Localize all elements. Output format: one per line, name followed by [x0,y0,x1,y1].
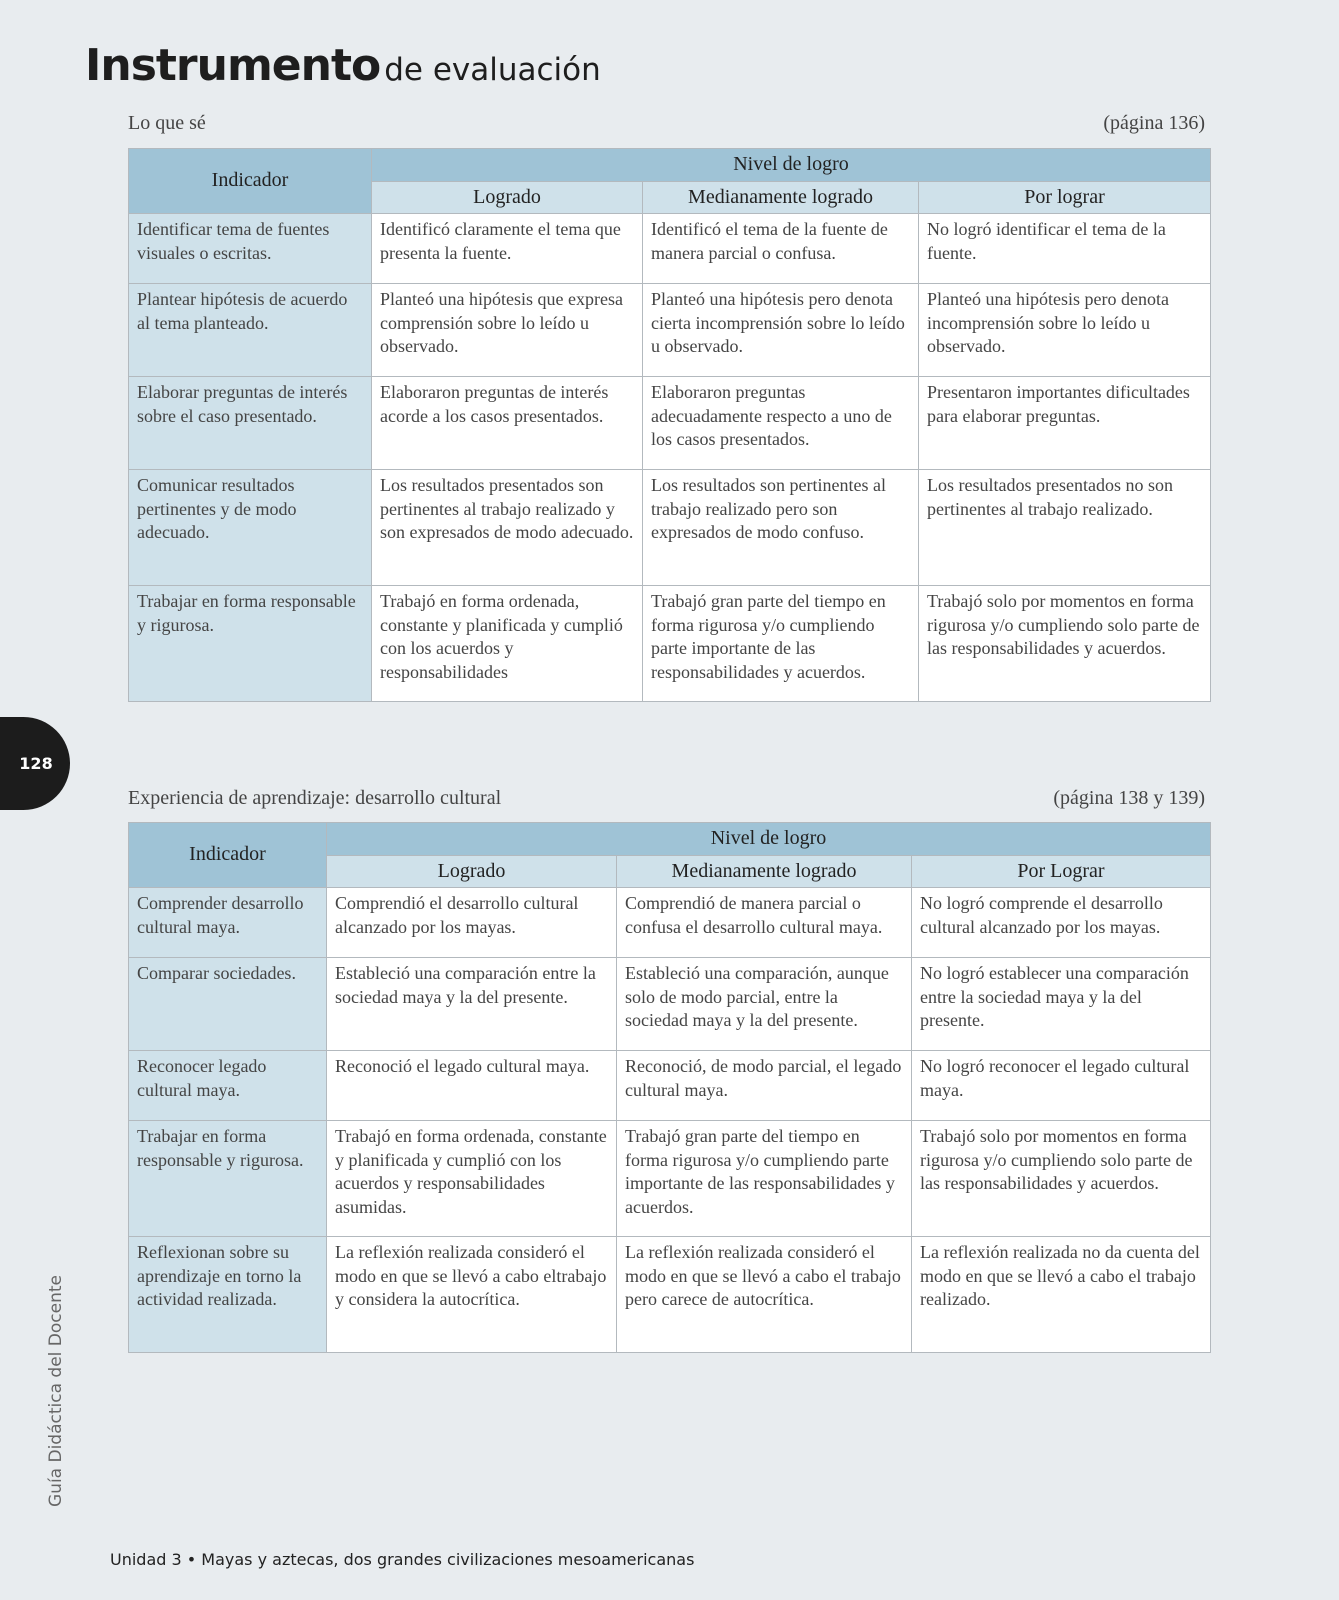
logrado-cell: Reconoció el legado cultural maya. [327,1051,617,1121]
medianamente-cell: Elaboraron preguntas adecuadamente respecto a uno de los casos presentados. [643,377,919,470]
section-title: Experiencia de aprendizaje: desarrollo cultural [128,787,502,809]
column-group-nivel-de-logro: Nivel de logro [372,149,1211,182]
rubric-table-lo-que-se [128,148,1211,702]
medianamente-cell: Trabajó gran parte del tiempo en forma rigurosa y/o cumpliendo parte importante de las responsabilidades y acuerdos. [643,586,919,702]
logrado-cell: Elaboraron preguntas de interés acorde a los casos presentados. [372,377,643,470]
medianamente-cell: Estableció una comparación, aunque solo de modo parcial, entre la sociedad maya y la del presente. [617,958,912,1051]
indicator-cell: Trabajar en forma responsable y rigurosa. [129,1121,327,1237]
column-header-indicator: Indicador [129,149,372,214]
logrado-cell: Trabajó en forma ordenada, constante y planificada y cumplió con los acuerdos y responsabilidades asumidas. [327,1121,617,1237]
medianamente-cell: La reflexión realizada consideró el modo en que se llevó a cabo el trabajo pero carece de autocrítica. [617,1237,912,1353]
column-header-medianamente-logrado: Medianamente logrado [643,182,919,214]
medianamente-cell: Trabajó gran parte del tiempo en forma rigurosa y/o cumpliendo parte importante de las responsabilidades y acuerdos. [617,1121,912,1237]
logrado-cell: La reflexión realizada consideró el modo en que se llevó a cabo eltrabajo y considera la autocrítica. [327,1237,617,1353]
section-title: Lo que sé [128,112,206,134]
table-row [129,214,1211,284]
page-title-bold: Instrumento [85,40,381,91]
por-lograr-cell: La reflexión realizada no da cuenta del modo en que se llevó a cabo el trabajo realizado. [912,1237,1211,1353]
table-header-row [129,823,1211,856]
page-title [85,40,601,91]
logrado-cell: Trabajó en forma ordenada, constante y planificada y cumplió con los acuerdos y responsabilidades [372,586,643,702]
por-lograr-cell: Trabajó solo por momentos en forma rigurosa y/o cumpliendo solo parte de las responsabilidades y acuerdos. [919,586,1211,702]
medianamente-cell: Identificó el tema de la fuente de manera parcial o confusa. [643,214,919,284]
column-group-nivel-de-logro: Nivel de logro [327,823,1211,856]
column-header-por-lograr: Por Lograr [912,856,1211,888]
por-lograr-cell: Trabajó solo por momentos en forma rigurosa y/o cumpliendo solo parte de las responsabilidades y acuerdos. [912,1121,1211,1237]
indicator-cell: Plantear hipótesis de acuerdo al tema planteado. [129,284,372,377]
column-header-logrado: Logrado [372,182,643,214]
column-header-indicator: Indicador [129,823,327,888]
logrado-cell: Planteó una hipótesis que expresa comprensión sobre lo leído u observado. [372,284,643,377]
medianamente-cell: Comprendió de manera parcial o confusa el desarrollo cultural maya. [617,888,912,958]
column-header-logrado: Logrado [327,856,617,888]
page-number: 128 [19,754,53,773]
logrado-cell: Identificó claramente el tema que presenta la fuente. [372,214,643,284]
page-number-tab [0,717,70,810]
por-lograr-cell: No logró reconocer el legado cultural maya. [912,1051,1211,1121]
logrado-cell: Los resultados presentados son pertinentes al trabajo realizado y son expresados de modo adecuado. [372,470,643,586]
por-lograr-cell: Presentaron importantes dificultades para elaborar preguntas. [919,377,1211,470]
por-lograr-cell: Planteó una hipótesis pero denota incomprensión sobre lo leído u observado. [919,284,1211,377]
column-header-medianamente-logrado: Medianamente logrado [617,856,912,888]
por-lograr-cell: No logró comprende el desarrollo cultural alcanzado por los mayas. [912,888,1211,958]
footer-unit-text: Unidad 3 • Mayas y aztecas, dos grandes civilizaciones mesoamericanas [110,1550,695,1569]
column-header-por-lograr: Por lograr [919,182,1211,214]
table-row [129,1237,1211,1353]
table-row [129,1121,1211,1237]
side-label-guia: Guía Didáctica del Docente [46,1275,66,1507]
por-lograr-cell: Los resultados presentados no son pertinentes al trabajo realizado. [919,470,1211,586]
table-row [129,377,1211,470]
page-reference: (página 138 y 139) [1053,787,1205,809]
indicator-cell: Comprender desarrollo cultural maya. [129,888,327,958]
logrado-cell: Estableció una comparación entre la sociedad maya y la del presente. [327,958,617,1051]
table-row [129,1051,1211,1121]
por-lograr-cell: No logró establecer una comparación entre la sociedad maya y la del presente. [912,958,1211,1051]
page-title-rest: de evaluación [384,52,601,88]
indicator-cell: Reflexionan sobre su aprendizaje en torno la actividad realizada. [129,1237,327,1353]
indicator-cell: Comparar sociedades. [129,958,327,1051]
por-lograr-cell: No logró identificar el tema de la fuente. [919,214,1211,284]
table-row [129,888,1211,958]
rubric-table-desarrollo-cultural [128,822,1211,1353]
medianamente-cell: Planteó una hipótesis pero denota cierta incomprensión sobre lo leído u observado. [643,284,919,377]
indicator-cell: Elaborar preguntas de interés sobre el caso presentado. [129,377,372,470]
table-row [129,470,1211,586]
table-row [129,958,1211,1051]
indicator-cell: Comunicar resultados pertinentes y de modo adecuado. [129,470,372,586]
indicator-cell: Reconocer legado cultural maya. [129,1051,327,1121]
indicator-cell: Identificar tema de fuentes visuales o escritas. [129,214,372,284]
medianamente-cell: Los resultados son pertinentes al trabajo realizado pero son expresados de modo confuso. [643,470,919,586]
table-row [129,284,1211,377]
indicator-cell: Trabajar en forma responsable y rigurosa. [129,586,372,702]
section-header-lo-que-se [128,112,1205,135]
logrado-cell: Comprendió el desarrollo cultural alcanzado por los mayas. [327,888,617,958]
section-header-experiencia [128,787,1205,810]
table-row [129,586,1211,702]
page-reference: (página 136) [1103,112,1205,134]
medianamente-cell: Reconoció, de modo parcial, el legado cultural maya. [617,1051,912,1121]
table-header-row [129,149,1211,182]
